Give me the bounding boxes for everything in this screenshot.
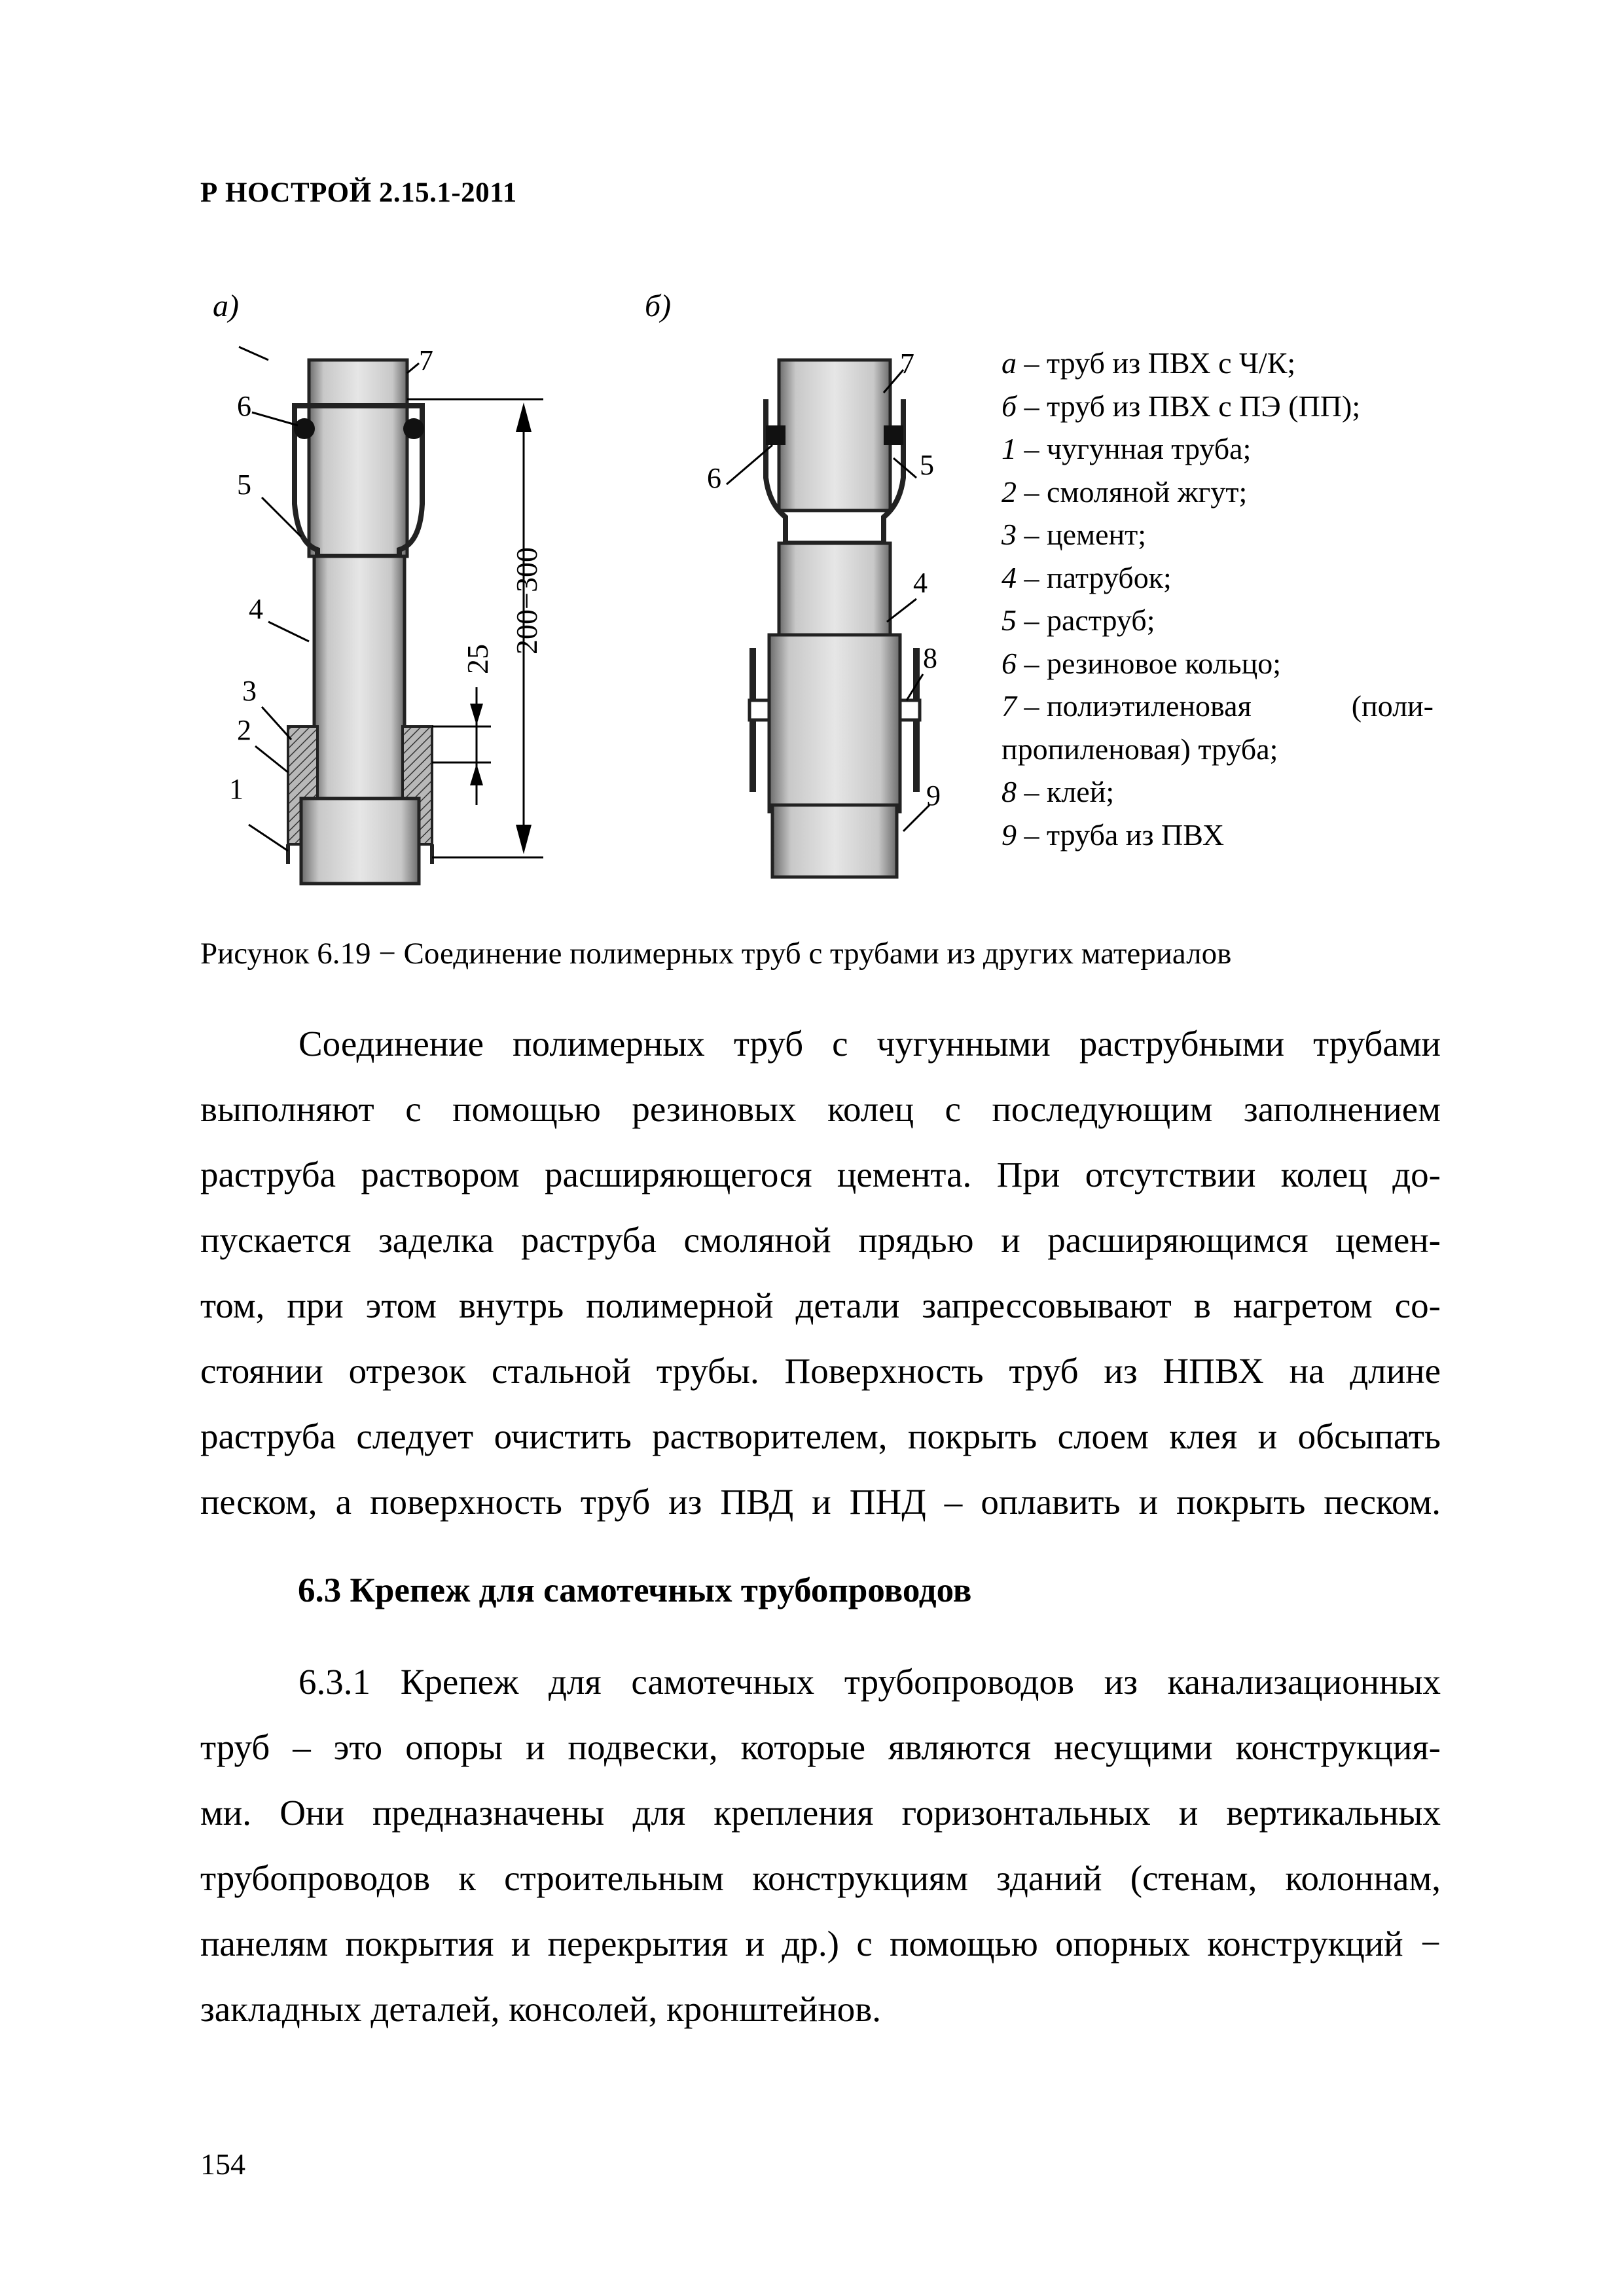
text-line: раструба раствором расширяющегося цемента. При отсутствии колец до-: [200, 1155, 1441, 1194]
legend-item: 7 – полиэтиленовая (поли-: [1001, 689, 1434, 723]
text-line: том, при этом внутрь полимерной детали запрессовывают в нагретом со-: [200, 1285, 1441, 1325]
legend-item: 5 – раструб;: [1001, 603, 1155, 637]
text-line: труб – это опоры и подвески, которые являются несущими конструкция-: [200, 1727, 1441, 1767]
text-line: закладных деталей, консолей, кронштейнов.: [200, 1989, 882, 2029]
legend-item: 1 – чугунная труба;: [1001, 432, 1252, 465]
text-line: ми. Они предназначены для крепления горизонтальных и вертикальных: [200, 1793, 1441, 1833]
paragraph-fastening: [200, 1649, 1441, 2042]
figure-b-drawing: [707, 347, 982, 884]
figure-legend: [1001, 342, 1434, 856]
document-header: Р НОСТРОЙ 2.15.1-2011: [200, 177, 517, 208]
text-line: трубопроводов к строительным конструкциям зданий (стенам, колоннам,: [200, 1858, 1441, 1898]
a-label-5: 5: [237, 469, 251, 501]
b-label-9: 9: [926, 780, 941, 812]
a-label-7: 7: [419, 344, 433, 376]
legend-item: пропиленовая) труба;: [1001, 732, 1278, 766]
text-line: 6.3.1 Крепеж для самотечных трубопроводов из канализационных: [298, 1662, 1441, 1702]
figure-caption: Рисунок 6.19 − Соединение полимерных труб с трубами из других материалов: [200, 937, 1232, 971]
legend-item: 4 – патрубок;: [1001, 560, 1172, 594]
b-label-4: 4: [913, 567, 928, 599]
b-label-5: 5: [920, 449, 934, 481]
a-label-1: 1: [229, 773, 244, 805]
text-line: панелям покрытия и перекрытия и др.) с помощью опорных конструкций −: [200, 1924, 1441, 1964]
figure-a-drawing: [229, 344, 576, 884]
text-line: раструба следует очистить растворителем, покрыть слоем клея и обсыпать: [200, 1416, 1441, 1456]
a-label-3: 3: [242, 675, 257, 707]
figure-a-label: а): [213, 289, 239, 323]
page-number: 154: [200, 2147, 245, 2181]
section-heading: 6.3 Крепеж для самотечных трубопроводов: [298, 1571, 972, 1609]
legend-item: б – труб из ПВХ с ПЭ (ПП);: [1001, 389, 1361, 423]
b-label-6: 6: [707, 462, 721, 494]
a-label-2: 2: [237, 714, 251, 746]
paragraph-joining: [200, 1011, 1441, 1535]
legend-item: 9 – труба из ПВХ: [1001, 817, 1225, 852]
legend-item: 2 – смоляной жгут;: [1001, 475, 1248, 509]
a-label-6: 6: [237, 390, 251, 422]
text-line: пускается заделка раструба смоляной прядью и расширяющимся цемен-: [200, 1220, 1441, 1260]
a-label-4: 4: [249, 593, 263, 625]
legend-item: 8 – клей;: [1001, 775, 1115, 808]
b-label-8: 8: [923, 642, 937, 674]
text-line: Соединение полимерных труб с чугунными раструбными трубами: [298, 1024, 1441, 1064]
text-line: выполняют с помощью резиновых колец с последующим заполнением: [200, 1089, 1441, 1129]
text-line: песком, а поверхность труб из ПВД и ПНД – оплавить и покрыть песком.: [200, 1482, 1441, 1522]
text-line: стоянии отрезок стальной трубы. Поверхность труб из НПВХ на длине: [200, 1351, 1441, 1391]
legend-item: 6 – резиновое кольцо;: [1001, 646, 1282, 680]
dim-small-label: 25: [461, 644, 494, 674]
figure-b-label: б): [645, 289, 672, 323]
legend-item: 3 – цемент;: [1001, 518, 1147, 551]
legend-item: а – труб из ПВХ с Ч/К;: [1001, 346, 1296, 380]
b-label-7: 7: [900, 348, 914, 380]
dim-total-label: 200−300: [510, 547, 543, 655]
